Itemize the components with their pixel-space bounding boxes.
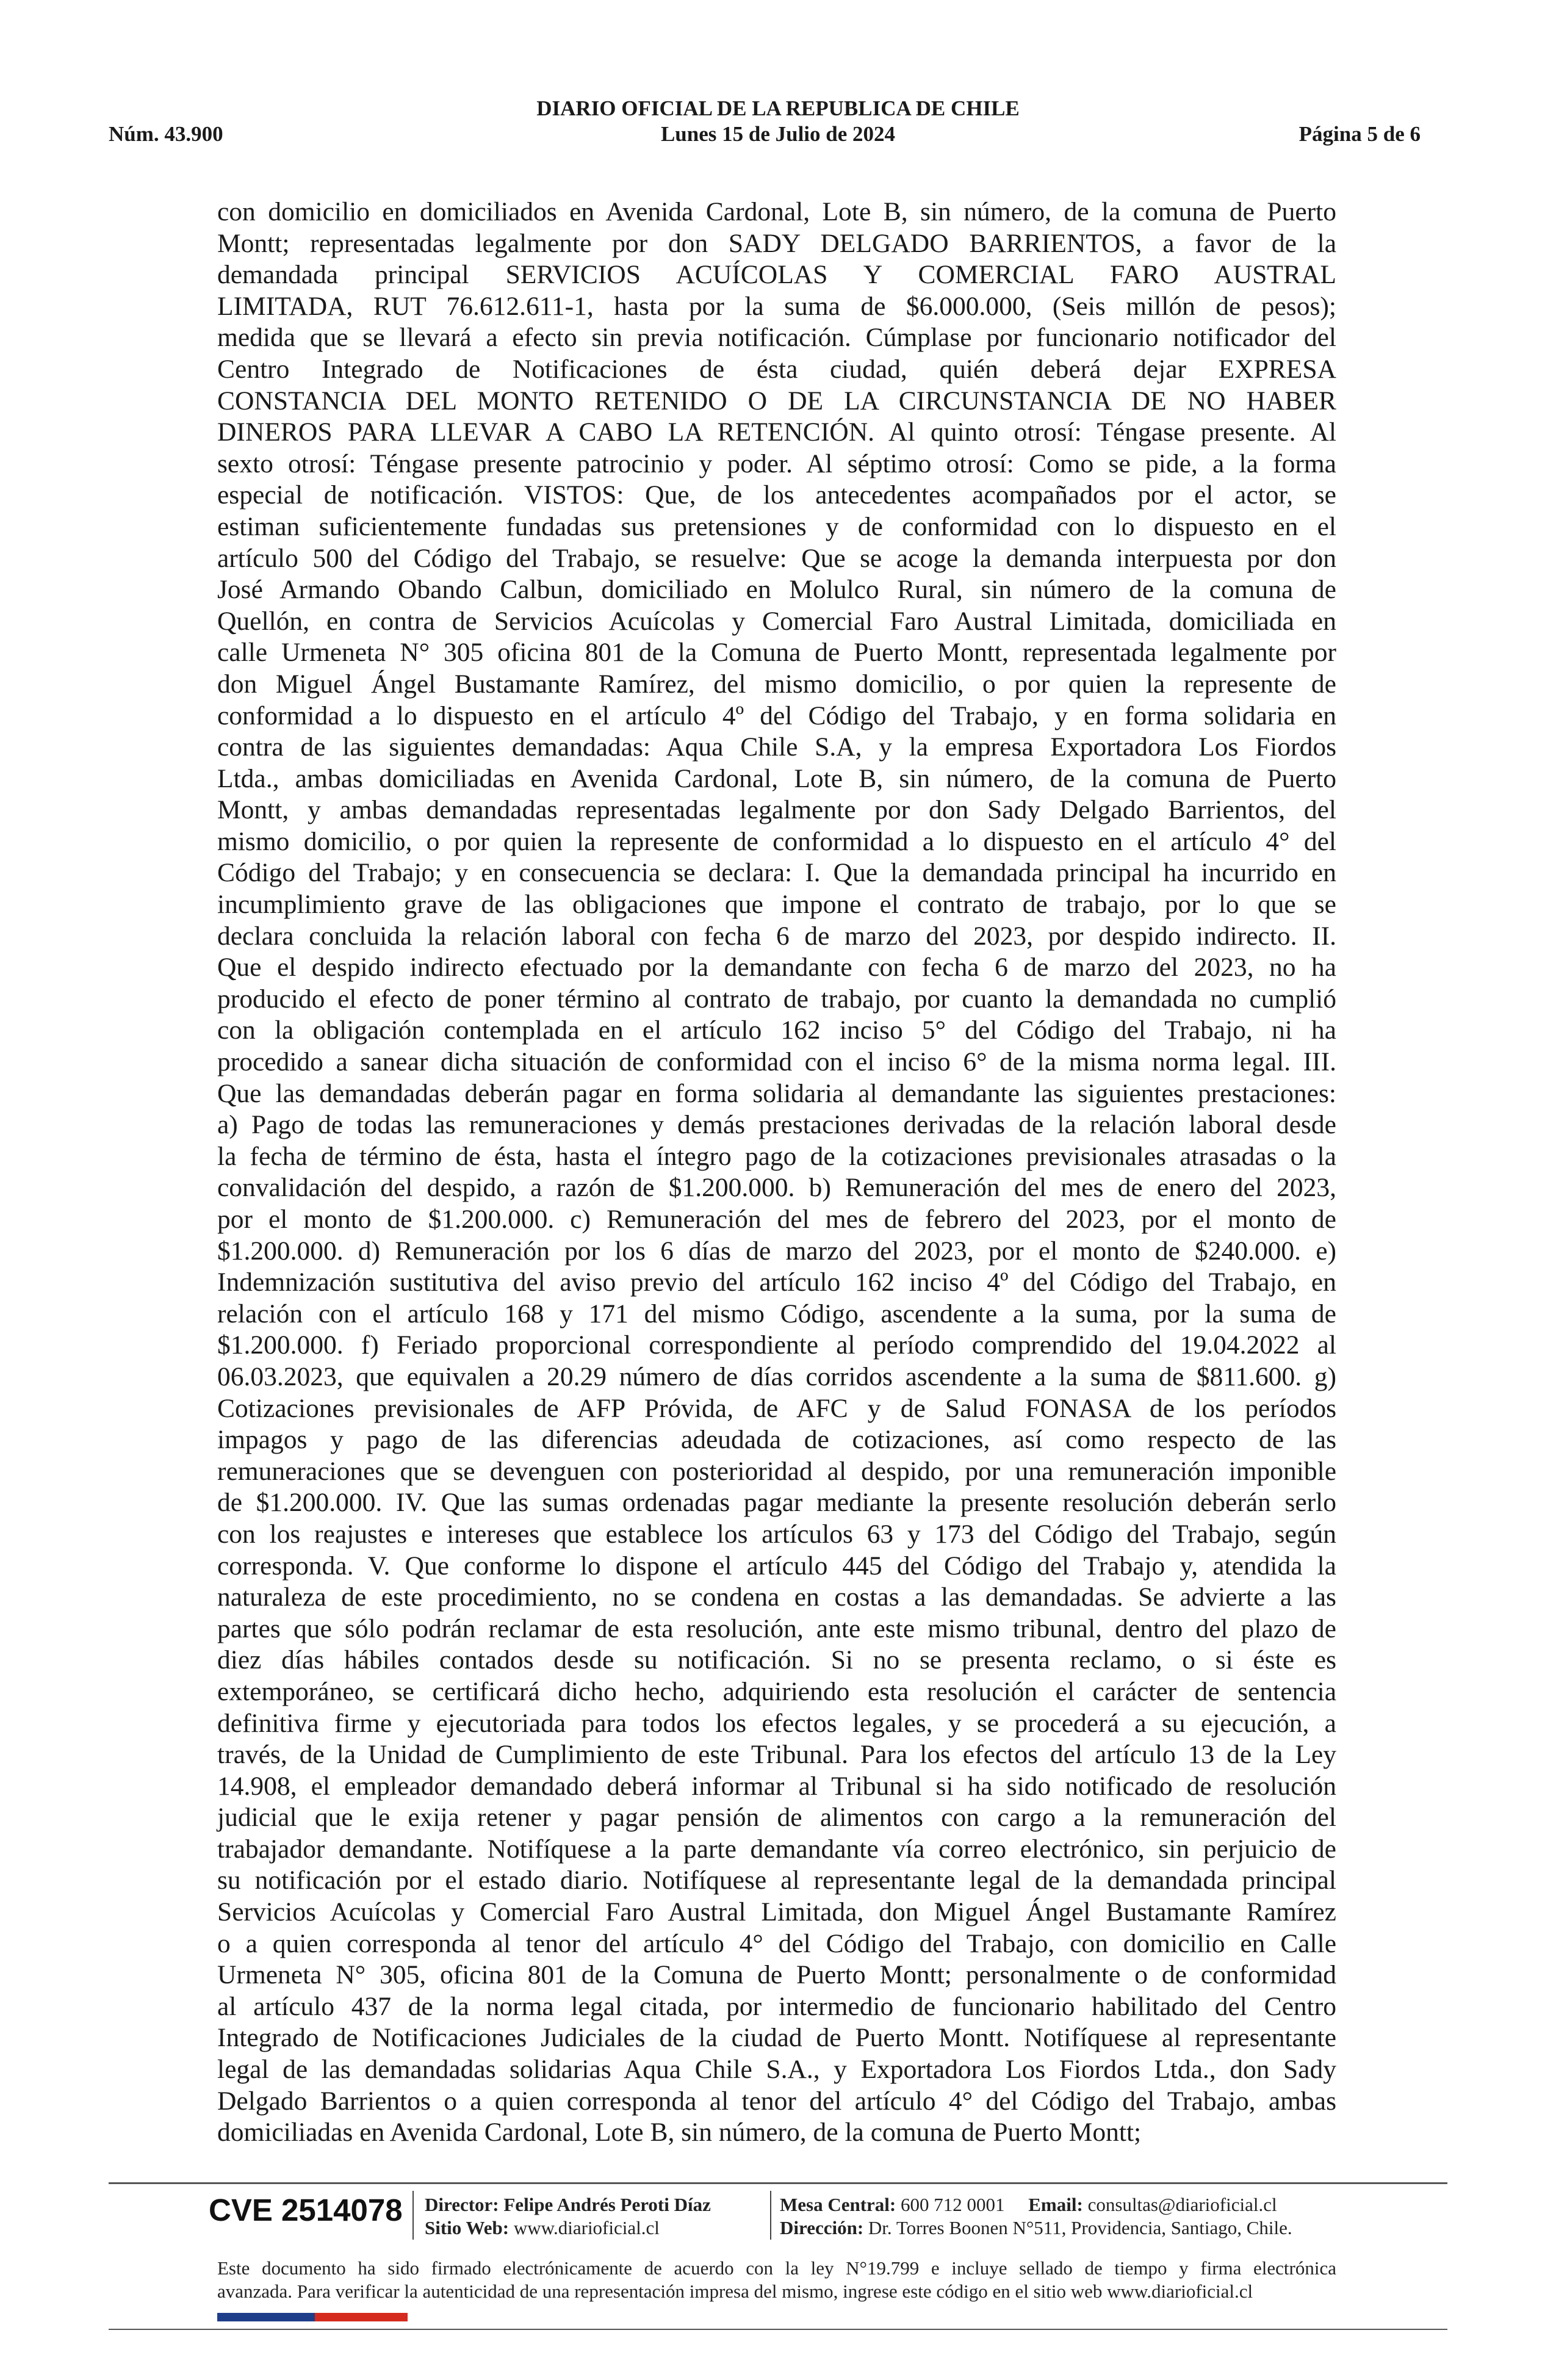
footer-bottom-rule — [109, 2329, 1447, 2330]
body-line: Que el despido indirecto efectuado por la demandante con fecha 6 de marzo del 2023, no ha — [217, 953, 1336, 983]
body-line: incumplimiento grave de las obligaciones que impone el contrato de trabajo, por lo que se — [217, 890, 1336, 920]
mesa-central-phone: 600 712 0001 — [901, 2194, 1005, 2215]
body-line: a) Pago de todas las remuneraciones y demás prestaciones derivadas de la relación laboral desde — [217, 1110, 1336, 1140]
body-line: $1.200.000. d) Remuneración por los 6 días de marzo del 2023, por el monto de $240.000. e) — [217, 1236, 1336, 1266]
body-line: trabajador demandante. Notifíquese a la parte demandante vía correo electrónico, sin perjuicio de — [217, 1834, 1336, 1864]
body-line: Ltda., ambas domiciliadas en Avenida Cardonal, Lote B, sin número, de la comuna de Puerto — [217, 763, 1336, 793]
contact-line — [780, 2193, 1277, 2216]
footer-divider-right — [770, 2191, 771, 2240]
mesa-central-label: Mesa Central: — [780, 2194, 896, 2215]
body-line: convalidación del despido, a razón de $1.200.000. b) Remuneración del mes de enero del 2023, — [217, 1173, 1336, 1203]
flag-stripe-red — [315, 2313, 408, 2321]
body-line: estiman suficientemente fundadas sus pretensiones y de conformidad con lo dispuesto en el — [217, 511, 1336, 541]
body-line: artículo 500 del Código del Trabajo, se resuelve: Que se acoge la demanda interpuesta por don — [217, 543, 1336, 573]
body-line: impagos y pago de las diferencias adeudada de cotizaciones, así como respecto de las — [217, 1425, 1336, 1455]
body-line: Centro Integrado de Notificaciones de ésta ciudad, quién deberá dejar EXPRESA — [217, 354, 1336, 384]
cve-code: CVE 2514078 — [209, 2193, 403, 2227]
page-number: Página 5 de 6 — [1298, 122, 1421, 146]
email-label: Email: — [1028, 2194, 1083, 2215]
email-link[interactable]: consultas@diarioficial.cl — [1087, 2194, 1277, 2215]
body-line: procedido a sanear dicha situación de conformidad con el inciso 6° de la misma norma legal. III. — [217, 1047, 1336, 1077]
body-line: José Armando Obando Calbun, domiciliado en Molulco Rural, sin número de la comuna de — [217, 575, 1336, 605]
body-line: especial de notificación. VISTOS: Que, de los antecedentes acompañados por el actor, se — [217, 480, 1336, 510]
body-line: Indemnización sustitutiva del aviso previo del artículo 162 inciso 4º del Código del Trabajo, en — [217, 1268, 1336, 1297]
body-line: extemporáneo, se certificará dicho hecho, adquiriendo esta resolución el carácter de sentencia — [217, 1676, 1336, 1706]
issue-date: Lunes 15 de Julio de 2024 — [660, 122, 896, 146]
flag-stripe-blue — [217, 2313, 315, 2321]
body-line: LIMITADA, RUT 76.612.611-1, hasta por la suma de $6.000.000, (Seis millón de pesos); — [217, 291, 1336, 321]
body-line: Integrado de Notificaciones Judiciales de la ciudad de Puerto Montt. Notifíquese al representante — [217, 2023, 1336, 2053]
address-value: Dr. Torres Boonen N°511, Providencia, Santiago, Chile. — [868, 2217, 1292, 2238]
website-label: Sitio Web: — [425, 2217, 510, 2238]
body-line: DINEROS PARA LLEVAR A CABO LA RETENCIÓN. Al quinto otrosí: Téngase presente. Al — [217, 417, 1336, 447]
director-label: Director: — [425, 2194, 499, 2215]
body-line: con domicilio en domiciliados en Avenida Cardonal, Lote B, sin número, de la comuna de Puerto — [217, 197, 1336, 226]
body-line: medida que se llevará a efecto sin previa notificación. Cúmplase por funcionario notificador del — [217, 323, 1336, 353]
body-line: $1.200.000. f) Feriado proporcional correspondiente al período comprendido del 19.04.2022 al — [217, 1330, 1336, 1360]
body-line: Que las demandadas deberán pagar en forma solidaria al demandante las siguientes prestaciones: — [217, 1078, 1336, 1108]
body-line: Delgado Barrientos o a quien corresponda al tenor del artículo 4° del Código del Trabajo, ambas — [217, 2086, 1336, 2116]
body-line: través, de la Unidad de Cumplimiento de este Tribunal. Para los efectos del artículo 13 de la Ley — [217, 1740, 1336, 1770]
body-line: Urmeneta N° 305, oficina 801 de la Comuna de Puerto Montt; personalmente o de conformidad — [217, 1960, 1336, 1990]
body-line: con la obligación contemplada en el artículo 162 inciso 5° del Código del Trabajo, ni ha — [217, 1015, 1336, 1045]
body-line: domiciliadas en Avenida Cardonal, Lote B, sin número, de la comuna de Puerto Montt; — [217, 2118, 1142, 2147]
address-line — [780, 2216, 1292, 2240]
body-line: 14.908, el empleador demandado deberá informar al Tribunal si ha sido notificado de resolución — [217, 1771, 1336, 1801]
body-line: definitiva firme y ejecutoriada para todos los efectos legales, y se procederá a su ejecución, a — [217, 1708, 1336, 1738]
body-line: o a quien corresponda al tenor del artículo 4° del Código del Trabajo, con domicilio en Calle — [217, 1928, 1336, 1958]
body-line: la fecha de término de ésta, hasta el íntegro pago de la cotizaciones previsionales atrasadas o la — [217, 1141, 1336, 1171]
body-line: producido el efecto de poner término al contrato de trabajo, por cuanto la demandada no cumplió — [217, 984, 1336, 1014]
body-line: sexto otrosí: Téngase presente patrocinio y poder. Al séptimo otrosí: Como se pide, a la forma — [217, 449, 1336, 478]
body-line: don Miguel Ángel Bustamante Ramírez, del mismo domicilio, o por quien la represente de — [217, 669, 1336, 699]
body-line: relación con el artículo 168 y 171 del mismo Código, ascendente a la suma, por la suma de — [217, 1299, 1336, 1329]
body-line: de $1.200.000. IV. Que las sumas ordenadas pagar mediante la presente resolución deberán serlo — [217, 1488, 1336, 1518]
disclaimer-line: Este documento ha sido firmado electrónicamente de acuerdo con la ley N°19.799 e incluye sellado de tiempo y firma electrónica — [217, 2257, 1336, 2279]
body-line: Servicios Acuícolas y Comercial Faro Austral Limitada, don Miguel Ángel Bustamante Ramírez — [217, 1897, 1336, 1927]
footer-top-rule — [109, 2182, 1447, 2184]
body-line: remuneraciones que se devenguen con posterioridad al despido, por una remuneración imponible — [217, 1456, 1336, 1486]
body-line: Código del Trabajo; y en consecuencia se declara: I. Que la demandada principal ha incurrido en — [217, 858, 1336, 888]
issue-number: Núm. 43.900 — [109, 122, 223, 146]
body-line: con los reajustes e intereses que establece los artículos 63 y 173 del Código del Trabajo, según — [217, 1519, 1336, 1549]
website-link[interactable]: www.diarioficial.cl — [513, 2217, 660, 2238]
body-line: naturaleza de este procedimiento, no se condena en costas a las demandadas. Se advierte a las — [217, 1582, 1336, 1612]
body-line: su notificación por el estado diario. Notifíquese al representante legal de la demandada principal — [217, 1866, 1336, 1895]
body-line: legal de las demandadas solidarias Aqua Chile S.A., y Exportadora Los Fiordos Ltda., don Sady — [217, 2055, 1336, 2085]
body-line: conformidad a lo dispuesto en el artículo 4º del Código del Trabajo, y en forma solidaria en — [217, 701, 1336, 730]
website-line — [425, 2216, 660, 2240]
body-line: declara concluida la relación laboral con fecha 6 de marzo del 2023, por despido indirecto. II. — [217, 921, 1336, 951]
body-line: judicial que le exija retener y pagar pensión de alimentos con cargo a la remuneración del — [217, 1803, 1336, 1833]
disclaimer-line: avanzada. Para verificar la autenticidad de una representación impresa del mismo, ingrese este código en el sitio web www.diarioficial.cl — [217, 2281, 1253, 2302]
body-line: contra de las siguientes demandadas: Aqua Chile S.A, y la empresa Exportadora Los Fiordos — [217, 732, 1336, 762]
body-line: al artículo 437 de la norma legal citada, por intermedio de funcionario habilitado del Centro — [217, 1991, 1336, 2021]
body-line: demandada principal SERVICIOS ACUÍCOLAS Y COMERCIAL FARO AUSTRAL — [217, 260, 1336, 290]
signature-disclaimer — [217, 2257, 1336, 2303]
body-line: Montt, y ambas demandadas representadas legalmente por don Sady Delgado Barrientos, del — [217, 795, 1336, 825]
body-line: diez días hábiles contados desde su notificación. Si no se presenta reclamo, o si éste es — [217, 1645, 1336, 1675]
address-label: Dirección: — [780, 2217, 864, 2238]
body-line: Quellón, en contra de Servicios Acuícolas y Comercial Faro Austral Limitada, domiciliada en — [217, 606, 1336, 636]
body-line: calle Urmeneta N° 305 oficina 801 de la Comuna de Puerto Montt, representada legalmente por — [217, 638, 1336, 668]
body-line: Montt; representadas legalmente por don SADY DELGADO BARRIENTOS, a favor de la — [217, 228, 1336, 258]
body-line: 06.03.2023, que equivalen a 20.29 número de días corridos ascendente a la suma de $811.600. g) — [217, 1361, 1336, 1391]
body-line: por el monto de $1.200.000. c) Remuneración del mes de febrero del 2023, por el monto de — [217, 1205, 1336, 1234]
body-line: mismo domicilio, o por quien la represente de conformidad a lo dispuesto en el artículo 4° del — [217, 826, 1336, 856]
body-line: Cotizaciones previsionales de AFP Próvida, de AFC y de Salud FONASA de los períodos — [217, 1393, 1336, 1423]
body-line: CONSTANCIA DEL MONTO RETENIDO O DE LA CIRCUNSTANCIA DE NO HABER — [217, 386, 1336, 416]
body-line: corresponda. V. Que conforme lo dispone el artículo 445 del Código del Trabajo y, atendida la — [217, 1551, 1336, 1581]
body-text — [217, 197, 1336, 2149]
newspaper-title: DIARIO OFICIAL DE LA REPUBLICA DE CHILE — [536, 96, 1020, 120]
footer-divider-left — [412, 2191, 414, 2240]
body-line: partes que sólo podrán reclamar de esta resolución, ante este mismo tribunal, dentro del plazo de — [217, 1614, 1336, 1643]
director-line — [425, 2193, 711, 2216]
director-name: Felipe Andrés Peroti Díaz — [503, 2194, 711, 2215]
